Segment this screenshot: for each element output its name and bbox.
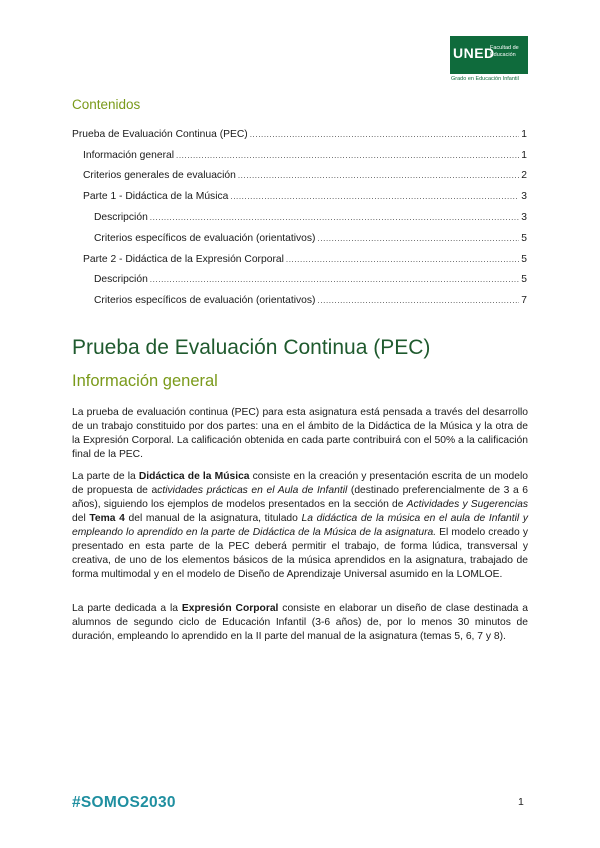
toc-entry[interactable]: [72, 163, 527, 184]
text-segment: del: [72, 513, 90, 524]
toc-entry-text: Información general: [83, 149, 175, 161]
toc-title: Contenidos: [72, 97, 141, 112]
toc-page-number: 5: [521, 274, 527, 286]
text-segment: Tema 4: [89, 513, 125, 524]
text-segment: La parte dedicada a la: [72, 603, 182, 614]
toc-entry-text: Prueba de Evaluación Continua (PEC): [72, 128, 248, 140]
section-title: Prueba de Evaluación Continua (PEC): [72, 336, 431, 359]
uned-logo: [450, 36, 528, 84]
section-subtitle: Información general: [72, 372, 218, 390]
toc-entry[interactable]: [72, 121, 527, 142]
paragraph-expresion: [72, 602, 528, 644]
text-segment: La parte de la: [72, 471, 139, 482]
text-segment: La didáctica de la música en el aula de Infantil y empleando lo aprendido en la parte de Didáctica de la Música de la asignatura.: [72, 513, 528, 538]
toc-page-number: 3: [521, 211, 527, 223]
toc-leader-dots: [317, 232, 519, 246]
text-segment: Actividades y Sugerencias: [406, 499, 528, 510]
logo-faculty: Facultad de Educación: [490, 45, 519, 58]
toc-entry[interactable]: [72, 225, 527, 246]
toc-entry[interactable]: [72, 246, 527, 267]
toc-page-number: 2: [521, 170, 527, 182]
logo-box: [450, 36, 528, 74]
toc-entry[interactable]: [72, 267, 527, 288]
toc-page-number: 1: [521, 149, 527, 161]
toc-entry-text: Parte 2 - Didáctica de la Expresión Corporal: [83, 253, 284, 265]
toc-page-number: 5: [521, 232, 527, 244]
text-segment: ctividades prácticas en el Aula de Infantil: [157, 485, 348, 496]
toc-leader-dots: [317, 294, 519, 308]
text-segment: Expresión Corporal: [181, 603, 279, 614]
toc-page-number: 3: [521, 191, 527, 203]
toc-leader-dots: [150, 211, 519, 225]
text-segment: del manual de la asignatura, titulado: [124, 513, 302, 524]
toc-entry-text: Descripción: [94, 274, 148, 286]
page-number: 1: [518, 796, 524, 808]
toc-entry[interactable]: [72, 287, 527, 308]
footer-hashtag: #SOMOS2030: [72, 794, 176, 811]
text-segment: La prueba de evaluación continua (PEC) para esta asignatura está pensada a través del desarrollo de un trabajo constituido por dos partes: una en el ámbito de la Didáctica de la Música y la otra de la Expresión Corporal. La calificación obtenida en cada parte contribuirá con el 50% a la calificación final de la PEC.: [72, 407, 528, 460]
toc-entry-text: Criterios generales de evaluación: [83, 170, 236, 182]
toc-leader-dots: [176, 149, 519, 163]
toc-leader-dots: [238, 169, 519, 183]
toc-entry-text: Criterios específicos de evaluación (orientativos): [94, 232, 316, 244]
toc-page-number: 7: [521, 295, 527, 307]
toc-page-number: 5: [521, 253, 527, 265]
logo-text: UNED: [453, 45, 495, 61]
table-of-contents: [72, 121, 527, 308]
text-segment: Didáctica de la Música: [138, 471, 250, 482]
toc-leader-dots: [230, 190, 519, 204]
paragraph-intro: [72, 406, 528, 462]
toc-entry[interactable]: [72, 204, 527, 225]
toc-entry[interactable]: [72, 183, 527, 204]
paragraph-musica: [72, 470, 528, 582]
text-segment: (destinado preferencialmente de 3 a 6 años), siguiendo los ejemplos de modelos presentados en la sección de: [72, 485, 529, 510]
toc-entry-text: Criterios específicos de evaluación (orientativos): [94, 295, 316, 307]
toc-leader-dots: [286, 253, 519, 267]
toc-entry[interactable]: [72, 142, 527, 163]
toc-entry-text: Descripción: [94, 211, 148, 223]
toc-leader-dots: [250, 128, 520, 142]
text-segment: El modelo creado y presentado en esta parte de la PEC deberá permitir el trabajo, de forma lúdica, transversal y creativa, de uno de los elementos básicos de la música aprendidos en la asignatura, trabajado de forma multimodal y en el modelo de Diseño de Aprendizaje Universal asumido en la LOMLOE.: [72, 527, 528, 580]
toc-page-number: 1: [521, 128, 527, 140]
toc-leader-dots: [150, 273, 519, 287]
text-segment: consiste en la creación y presentación escrita de un modelo de propuesta de a: [72, 471, 528, 496]
text-segment: consiste en elaborar un diseño de clase destinada a alumnos de segundo ciclo de Educación Infantil (3-6 años) de, por lo menos 30 minutos de duración, empleando lo aprendido en la II parte del manual de la asignatura (temas 5, 6, 7 y 8).: [72, 603, 528, 642]
toc-entry-text: Parte 1 - Didáctica de la Música: [83, 191, 229, 203]
logo-subtitle: Grado en Educación Infantil: [451, 76, 519, 82]
